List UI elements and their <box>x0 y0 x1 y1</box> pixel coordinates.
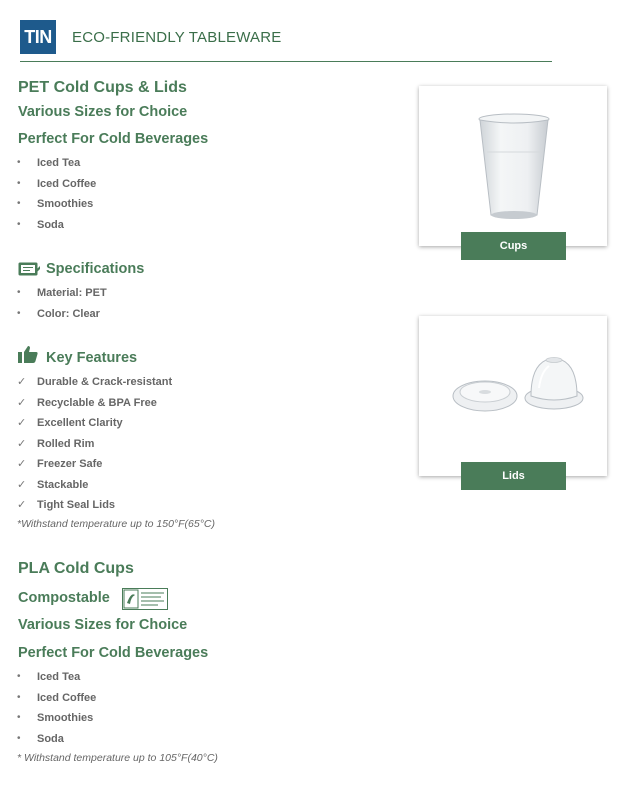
clear-cup-image <box>477 112 551 222</box>
list-item: • Iced Coffee <box>17 691 97 704</box>
pet-subtitle-sizes: Various Sizes for Choice <box>18 104 188 120</box>
specification-icon <box>18 262 40 277</box>
pla-subtitle-sizes: Various Sizes for Choice <box>18 617 188 633</box>
cups-label: Cups <box>461 232 566 260</box>
list-item: • Soda <box>17 218 64 231</box>
list-item: ✓ Excellent Clarity <box>17 417 123 429</box>
list-item: • Color: Clear <box>17 307 100 320</box>
list-item: ✓ Rolled Rim <box>17 437 95 450</box>
brand-logo: TIN <box>20 20 56 54</box>
pla-compostable: Compostable <box>18 590 110 606</box>
key-features-title: Key Features <box>46 350 138 366</box>
thumbs-up-icon <box>18 346 38 363</box>
pet-title: PET Cold Cups & Lids <box>18 79 187 96</box>
pla-title: PLA Cold Cups <box>18 560 134 577</box>
list-item: • Smoothies <box>17 198 94 210</box>
list-item: • Smoothies <box>17 712 94 724</box>
list-item: ✓ Tight Seal Lids <box>17 499 116 511</box>
pla-subtitle-beverages: Perfect For Cold Beverages <box>18 645 209 661</box>
dome-lid-image <box>523 352 585 412</box>
pet-subtitle-beverages: Perfect For Cold Beverages <box>18 131 209 147</box>
brand-title: ECO-FRIENDLY TABLEWARE <box>72 29 282 46</box>
lids-label: Lids <box>461 462 566 490</box>
lids-card <box>419 316 607 482</box>
list-item: ✓ Stackable <box>17 478 89 491</box>
pet-temperature-note: *Withstand temperature up to 150°F(65°C) <box>17 518 215 530</box>
list-item: ✓ Recyclable & BPA Free <box>17 396 157 409</box>
list-item: ✓ Freezer Safe <box>17 458 103 470</box>
pla-temperature-note: * Withstand temperature up to 105°F(40°C) <box>17 752 218 764</box>
list-item: ✓ Durable & Crack-resistant <box>17 376 173 388</box>
flat-lid-image <box>451 366 519 416</box>
specifications-title: Specifications <box>46 261 145 277</box>
list-item: • Iced Tea <box>17 671 81 683</box>
key-features-list <box>17 375 172 519</box>
list-item: • Material: PET <box>17 287 107 299</box>
list-item: • Iced Coffee <box>17 177 97 190</box>
cups-card <box>419 86 607 252</box>
page-header <box>20 20 552 62</box>
specifications-list <box>17 286 107 327</box>
pet-uses-list <box>17 156 96 238</box>
list-item: • Soda <box>17 732 64 745</box>
compostable-certification-icon <box>122 588 168 610</box>
pla-uses-list <box>17 670 96 752</box>
list-item: • Iced Tea <box>17 157 81 169</box>
